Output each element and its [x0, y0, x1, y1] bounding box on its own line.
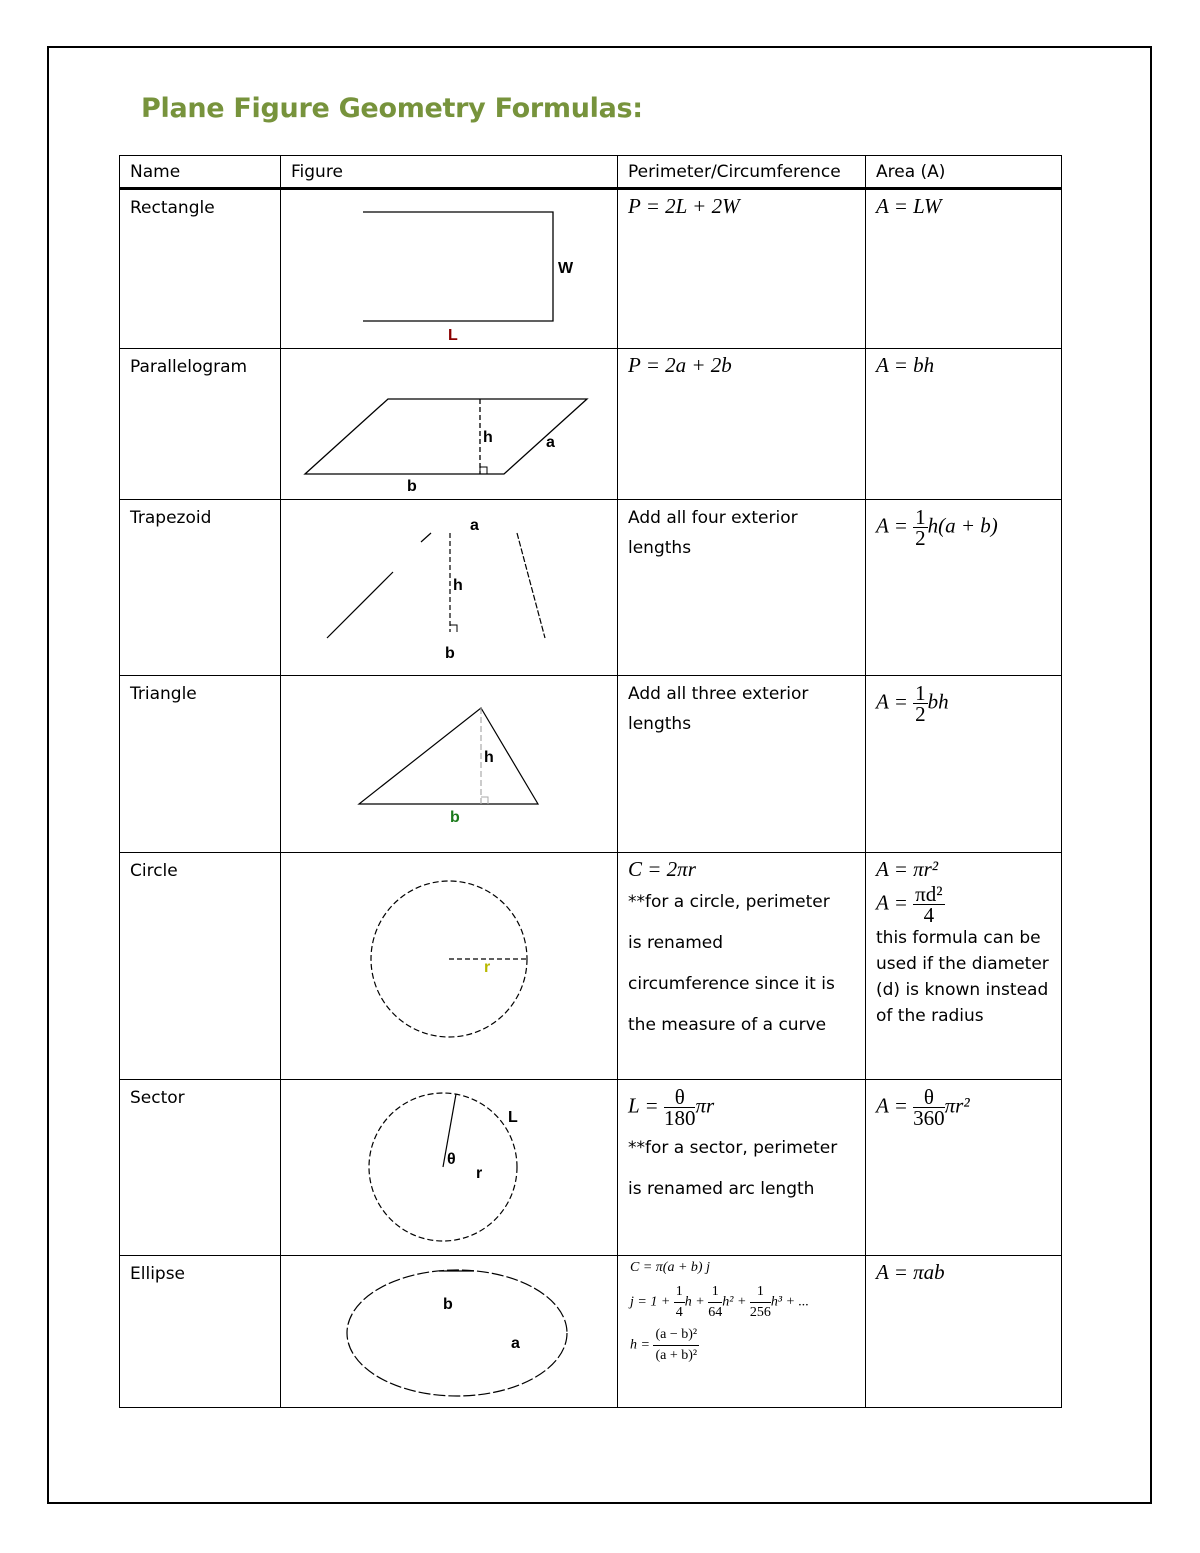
- area-cell: [866, 676, 1062, 853]
- left-side-fragment: [421, 533, 431, 542]
- perimeter-cell: [618, 1256, 866, 1408]
- area-note: this formula can be used if the diameter (d) is known instead of the radius: [876, 928, 1049, 1026]
- header-name: Name: [120, 156, 281, 189]
- fraction: $\frac{1}{256}$: [749, 1284, 771, 1320]
- sector-figure: [281, 1080, 617, 1255]
- circle-figure: [281, 853, 617, 1079]
- right-angle-marker: [450, 625, 457, 632]
- perimeter-note-1: **for a circle, perimeter: [628, 892, 830, 912]
- table-row: [120, 189, 1062, 349]
- perimeter-note-2: is renamed arc length: [628, 1179, 815, 1199]
- fraction: $\frac{1}{2}$: [915, 505, 926, 550]
- perimeter-cell: [618, 349, 866, 500]
- label-h: h: [453, 577, 463, 594]
- figure-cell: [281, 500, 618, 676]
- area-formula: A = bh: [876, 353, 935, 377]
- area-formula: A = πab: [876, 1260, 945, 1284]
- perimeter-note-3: circumference since it is: [628, 974, 835, 994]
- fraction: $\frac{\theta}{360}$: [913, 1085, 945, 1130]
- rectangle-shape: [363, 212, 553, 321]
- perimeter-cell: [618, 676, 866, 853]
- area-cell: [866, 1080, 1062, 1256]
- fraction: $\frac{\theta}{180}$: [663, 1085, 696, 1130]
- ellipse-c-formula: C = π(a + b) j: [630, 1260, 710, 1275]
- area-lhs: A =: [876, 513, 908, 538]
- area-formula: [876, 1087, 1051, 1128]
- area-formula: [876, 507, 1051, 548]
- perimeter-cell: [618, 500, 866, 676]
- area-cell: [866, 349, 1062, 500]
- ellipse-j-formula: j = 1 + $\frac{1}{4}$ h + $\frac{1}{64}$ h² + $\frac{1}{256}$ h³ + ...: [630, 1282, 859, 1323]
- perimeter-text: Add all four exterior lengths: [628, 508, 798, 558]
- figure-cell: [281, 349, 618, 500]
- fraction: $\frac{\text{πd²}}{4}$: [915, 882, 943, 927]
- figure-cell: [281, 676, 618, 853]
- perimeter-lhs: L =: [628, 1093, 659, 1118]
- label-a: a: [546, 434, 555, 451]
- label-theta: θ: [447, 1151, 456, 1168]
- right-side: [517, 533, 545, 638]
- label-r: r: [476, 1165, 483, 1182]
- header-area: Area (A): [866, 156, 1062, 189]
- figure-cell: [281, 1080, 618, 1256]
- shape-name: Rectangle: [120, 189, 281, 349]
- label-b: b: [443, 1296, 453, 1313]
- area-rest: h(a + b): [927, 513, 998, 538]
- fraction: $\frac{1}{4}$: [675, 1284, 683, 1320]
- perimeter-note-4: the measure of a curve: [628, 1015, 827, 1035]
- fraction: $\frac{1}{64}$: [708, 1284, 723, 1320]
- label-l: L: [448, 327, 458, 344]
- perimeter-cell: [618, 1080, 866, 1256]
- table-row: [120, 853, 1062, 1080]
- perimeter-formula: P = 2a + 2b: [628, 353, 732, 377]
- figure-cell: [281, 1256, 618, 1408]
- area-lhs: A =: [876, 890, 908, 915]
- area-formula-radius: A = πr²: [876, 857, 939, 881]
- label-b: b: [450, 809, 460, 826]
- right-angle-marker: [480, 467, 487, 474]
- shape-name: Triangle: [120, 676, 281, 853]
- area-formula: [876, 683, 1051, 724]
- perimeter-formula: P = 2L + 2W: [628, 194, 740, 218]
- area-cell: [866, 500, 1062, 676]
- area-cell: [866, 189, 1062, 349]
- ellipse-h-formula: h = $\frac{\text{(a − b)²}}{\text{(a + b)²}}$: [630, 1325, 859, 1366]
- formula-table: [119, 155, 1062, 1408]
- area-cell: [866, 1256, 1062, 1408]
- trapezoid-figure: [281, 500, 617, 675]
- label-b: b: [445, 645, 455, 662]
- area-cell: [866, 853, 1062, 1080]
- shape-name: Circle: [120, 853, 281, 1080]
- label-l: L: [508, 1109, 518, 1126]
- perimeter-cell: [618, 853, 866, 1080]
- table-row: [120, 349, 1062, 500]
- label-a: a: [511, 1335, 520, 1352]
- table-row: [120, 1256, 1062, 1408]
- table-row: [120, 676, 1062, 853]
- perimeter-note-2: is renamed: [628, 933, 724, 953]
- fraction: $\frac{\text{(a − b)²}}{\text{(a + b)²}}$: [655, 1327, 698, 1363]
- ellipse-figure: [281, 1256, 617, 1407]
- triangle-figure: [281, 676, 617, 852]
- header-figure: Figure: [281, 156, 618, 189]
- perimeter-text: Add all three exterior lengths: [628, 684, 809, 734]
- label-b: b: [407, 478, 417, 495]
- area-formula: A = LW: [876, 194, 942, 218]
- area-rest: bh: [927, 689, 949, 714]
- header-row: [120, 156, 1062, 189]
- figure-cell: [281, 189, 618, 349]
- perimeter-cell: [618, 189, 866, 349]
- rectangle-figure: [281, 190, 617, 348]
- left-side: [327, 572, 393, 638]
- table-row: [120, 1080, 1062, 1256]
- parallelogram-figure: [281, 349, 617, 499]
- shape-name: Trapezoid: [120, 500, 281, 676]
- area-formula-diameter: [876, 884, 1051, 925]
- perimeter-formula: C = 2πr: [628, 857, 696, 881]
- perimeter-note-1: **for a sector, perimeter: [628, 1138, 838, 1158]
- table-row: [120, 500, 1062, 676]
- right-angle-marker: [481, 797, 488, 804]
- page-title: Plane Figure Geometry Formulas:: [141, 93, 643, 124]
- label-w: W: [558, 260, 574, 277]
- label-h: h: [484, 749, 494, 766]
- area-rest: πr²: [944, 1093, 970, 1118]
- shape-name: Parallelogram: [120, 349, 281, 500]
- area-lhs: A =: [876, 1093, 908, 1118]
- header-perimeter: Perimeter/Circumference: [618, 156, 866, 189]
- perimeter-rest: πr: [695, 1093, 715, 1118]
- label-a: a: [470, 517, 479, 534]
- ellipse-shape: [347, 1270, 567, 1396]
- perimeter-formula: [628, 1087, 855, 1128]
- shape-name: Ellipse: [120, 1256, 281, 1408]
- label-h: h: [483, 429, 493, 446]
- fraction: $\frac{1}{2}$: [915, 681, 926, 726]
- triangle-shape: [359, 708, 538, 804]
- area-lhs: A =: [876, 689, 908, 714]
- label-r: r: [484, 959, 491, 976]
- parallelogram-shape: [305, 399, 587, 474]
- figure-cell: [281, 853, 618, 1080]
- shape-name: Sector: [120, 1080, 281, 1256]
